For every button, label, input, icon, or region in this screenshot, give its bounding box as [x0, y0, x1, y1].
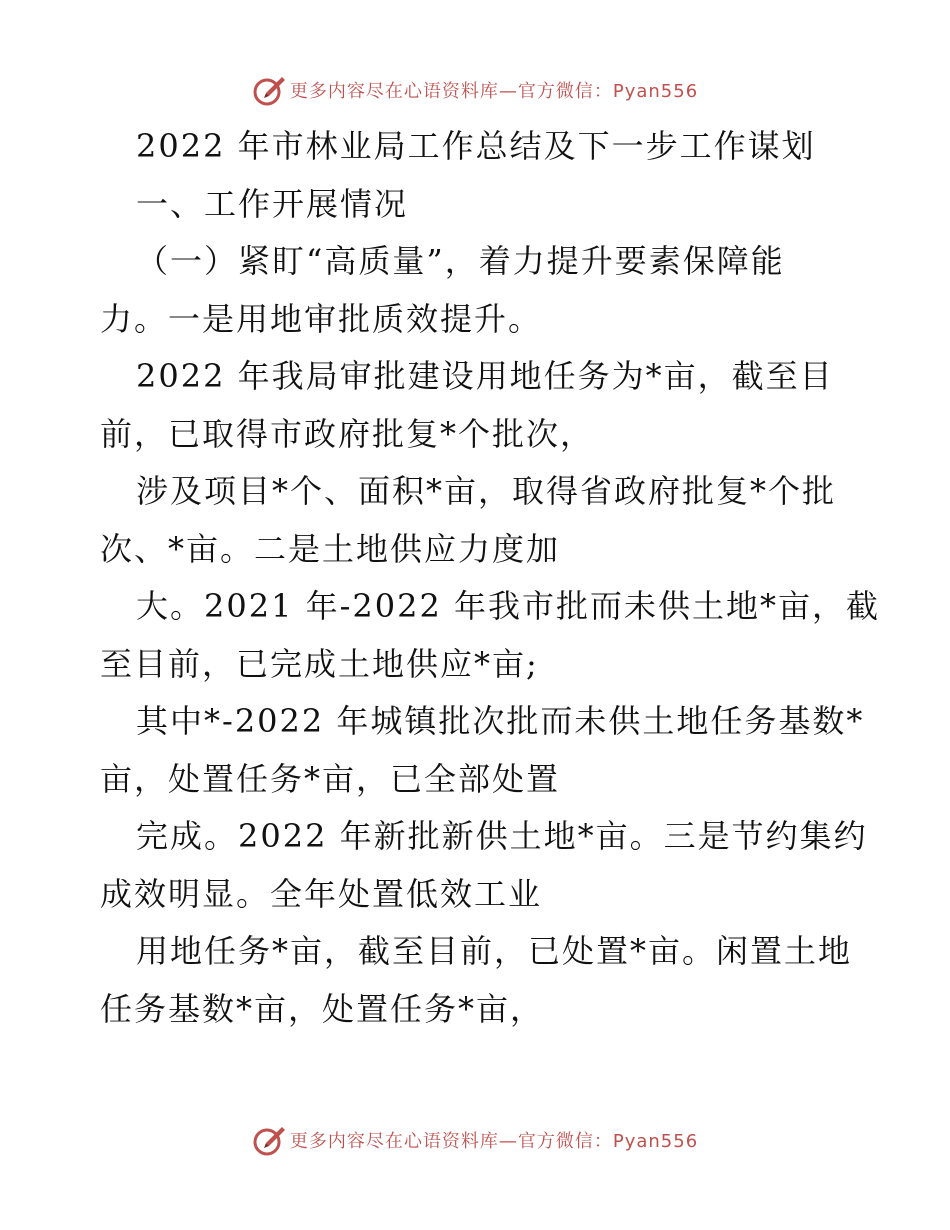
- paragraph-line: 用地任务*亩，截至目前，已处置*亩。闲置土地: [136, 932, 853, 970]
- watermark-header: [0, 70, 950, 110]
- paragraph-line: 力。一是用地审批质效提升。: [100, 299, 543, 338]
- section-heading: 一、工作开展情况: [136, 184, 409, 223]
- watermark-text: 更多内容尽在心语资料库—官方微信：Pyan556: [289, 81, 699, 102]
- pen-logo-icon: [252, 73, 286, 107]
- paragraph-line: 任务基数*亩，处置任务*亩，: [100, 989, 545, 1028]
- paragraph-line: （一）紧盯“高质量”，着力提升要素保障能: [136, 242, 785, 280]
- paragraph-line: 其中*-2022 年城镇批次批而未供土地任务基数*: [136, 702, 865, 740]
- paragraph-line: 完成。2022 年新批新供土地*亩。三是节约集约: [136, 817, 868, 855]
- document-title: 2022 年市林业局工作总结及下一步工作谋划: [136, 127, 816, 165]
- paragraph-line: 大。2021 年-2022 年我市批而未供土地*亩，截: [136, 587, 881, 625]
- watermark-footer: [0, 1120, 950, 1160]
- paragraph-line: 成效明显。全年处置低效工业: [100, 874, 543, 913]
- paragraph-line: 前，已取得市政府批复*个批次，: [100, 414, 595, 453]
- paragraph-line: 涉及项目*个、面积*亩，取得省政府批复*个批: [136, 472, 837, 510]
- paragraph-line: 2022 年我局审批建设用地任务为*亩，截至目: [136, 357, 834, 395]
- paragraph-line: 亩，处置任务*亩，已全部处置: [100, 759, 561, 798]
- pen-logo-icon: [252, 1123, 286, 1157]
- document-body: [100, 118, 881, 1038]
- paragraph-line: 至目前，已完成土地供应*亩;: [100, 644, 539, 683]
- watermark-text: 更多内容尽在心语资料库—官方微信：Pyan556: [289, 1131, 699, 1152]
- paragraph-line: 次、*亩。二是土地供应力度加: [100, 529, 561, 568]
